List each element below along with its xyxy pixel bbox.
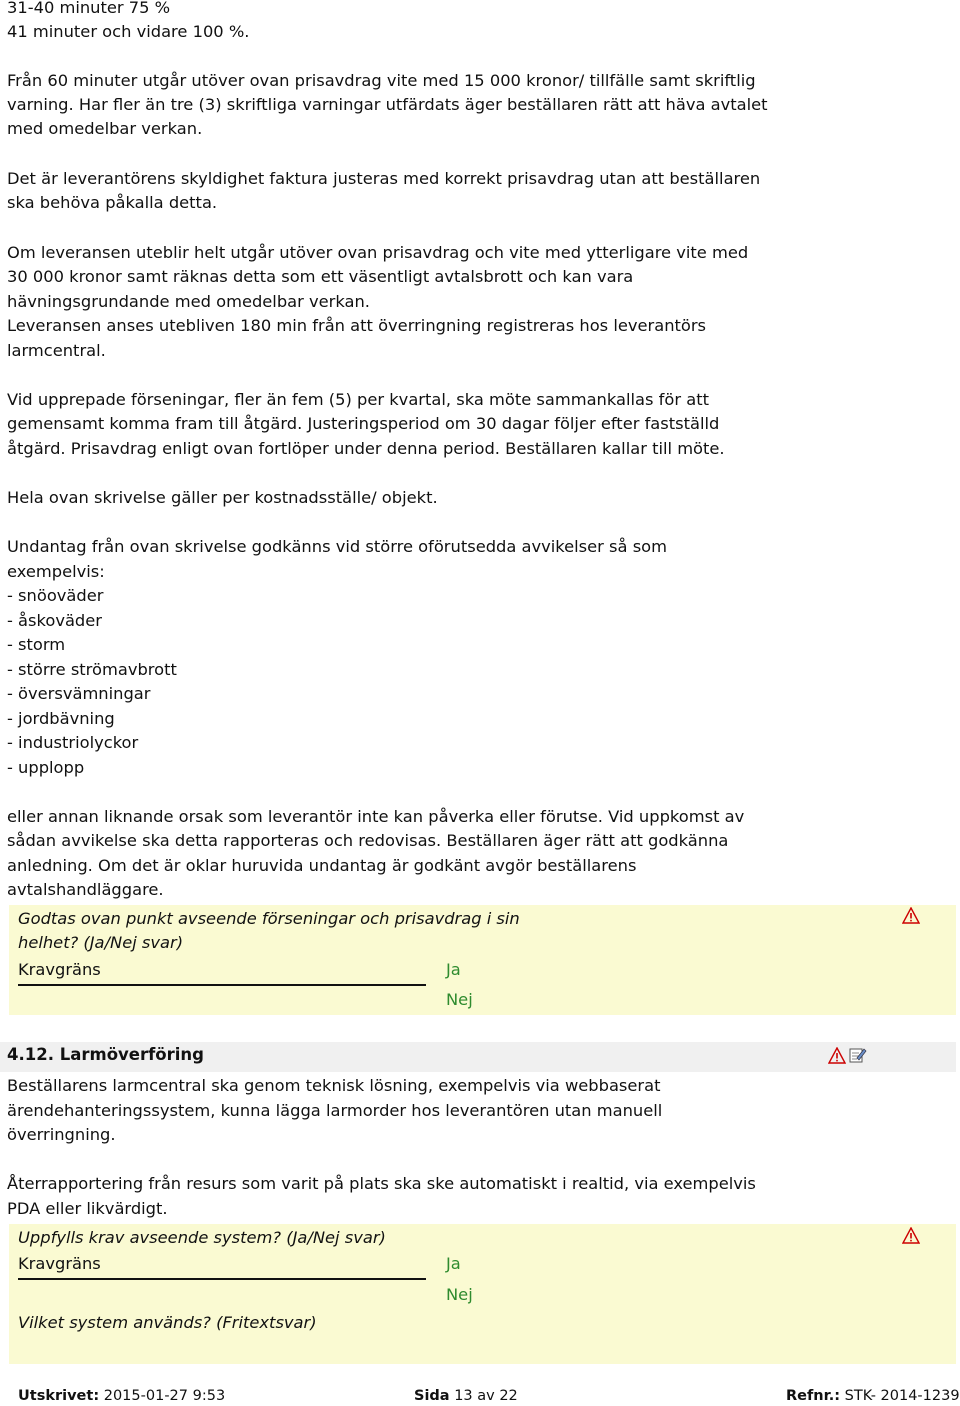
text-line: hävningsgrundande med omedelbar verkan.: [7, 292, 370, 311]
warning-icon: [902, 907, 920, 925]
requirement-label: Kravgräns: [18, 1254, 101, 1273]
answer-option-nej[interactable]: Nej: [446, 990, 473, 1009]
text-line: eller annan liknande orsak som leverantör inte kan påverka eller förutse. Vid uppkomst av: [7, 807, 745, 826]
footer-printed-label: Utskrivet:: [18, 1388, 100, 1404]
text-line: avtalshandläggare.: [7, 880, 164, 899]
text-line: ärendehanteringssystem, kunna lägga larmorder hos leverantören utan manuell: [7, 1101, 663, 1120]
footer-page-label: Sida: [414, 1388, 450, 1404]
text-line: Leveransen anses utebliven 180 min från att överringning registreras hos leverantörs: [7, 316, 707, 335]
warning-icon: [828, 1047, 846, 1065]
footer-page: [414, 1388, 518, 1404]
followup-question: Vilket system används? (Fritextsvar): [18, 1313, 317, 1332]
text-line: Hela ovan skrivelse gäller per kostnadsställe/ objekt.: [7, 488, 438, 507]
text-line: Från 60 minuter utgår utöver ovan prisavdrag vite med 15 000 kronor/ tillfälle samt skriftlig: [7, 71, 756, 90]
edit-icon: [849, 1046, 867, 1064]
list-item: - upplopp: [7, 758, 85, 777]
list-item: - storm: [7, 635, 66, 654]
answer-option-ja[interactable]: Ja: [446, 1254, 461, 1273]
list-item: - snöoväder: [7, 586, 104, 605]
footer-ref: [786, 1388, 960, 1404]
text-line: Vid upprepade förseningar, fler än fem (5) per kvartal, ska möte sammankallas för att: [7, 390, 709, 409]
text-line: 31-40 minuter 75 %: [7, 0, 171, 17]
text-line: anledning. Om det är oklar huruvida undantag är godkänt avgör beställarens: [7, 856, 637, 875]
list-item: - jordbävning: [7, 709, 115, 728]
text-line: 41 minuter och vidare 100 %.: [7, 22, 250, 41]
text-line: PDA eller likvärdigt.: [7, 1199, 168, 1218]
question-text: Uppfylls krav avseende system? (Ja/Nej svar): [18, 1228, 386, 1247]
footer-page-of: av: [477, 1388, 495, 1404]
warning-icon: [902, 1227, 920, 1245]
text-line: Om leveransen uteblir helt utgår utöver ovan prisavdrag och vite med ytterligare vite med: [7, 243, 749, 262]
footer-printed: [18, 1388, 225, 1404]
answer-option-ja[interactable]: Ja: [446, 960, 461, 979]
list-item: - översvämningar: [7, 684, 151, 703]
text-line: Undantag från ovan skrivelse godkänns vid större oförutsedda avvikelser så som: [7, 537, 667, 556]
question-text: helhet? (Ja/Nej svar): [18, 933, 184, 952]
answer-option-nej[interactable]: Nej: [446, 1285, 473, 1304]
text-line: larmcentral.: [7, 341, 106, 360]
text-line: ska behöva påkalla detta.: [7, 193, 218, 212]
footer-ref-value: STK- 2014-1239: [844, 1388, 960, 1404]
text-line: överringning.: [7, 1125, 116, 1144]
footer-ref-label: Refnr.:: [786, 1388, 841, 1404]
text-line: med omedelbar verkan.: [7, 119, 203, 138]
text-line: exempelvis:: [7, 562, 105, 581]
footer-page-current: 13: [454, 1388, 473, 1404]
footer-printed-value: 2015-01-27 9:53: [103, 1388, 226, 1404]
underline: [18, 1278, 426, 1280]
question-text: Godtas ovan punkt avseende förseningar och prisavdrag i sin: [18, 909, 520, 928]
underline: [18, 984, 426, 986]
list-item: - större strömavbrott: [7, 660, 177, 679]
text-line: 30 000 kronor samt räknas detta som ett väsentligt avtalsbrott och kan vara: [7, 267, 634, 286]
text-line: gemensamt komma fram till åtgärd. Justeringsperiod om 30 dagar följer efter fastställd: [7, 414, 720, 433]
text-line: åtgärd. Prisavdrag enligt ovan fortlöper under denna period. Beställaren kallar till möte.: [7, 439, 725, 458]
text-line: sådan avvikelse ska detta rapporteras och redovisas. Beställaren äger rätt att godkänna: [7, 831, 729, 850]
requirement-label: Kravgräns: [18, 960, 101, 979]
text-line: Det är leverantörens skyldighet faktura justeras med korrekt prisavdrag utan att beställaren: [7, 169, 761, 188]
list-item: - industriolyckor: [7, 733, 139, 752]
list-item: - åskoväder: [7, 611, 102, 630]
text-line: varning. Har fler än tre (3) skriftliga varningar utfärdats äger beställaren rätt att häva avtalet: [7, 95, 768, 114]
section-heading: 4.12. Larmöverföring: [7, 1045, 204, 1064]
text-line: Återrapportering från resurs som varit på plats ska ske automatiskt i realtid, via exempelvis: [7, 1174, 756, 1193]
footer-page-total: 22: [499, 1388, 518, 1404]
text-line: Beställarens larmcentral ska genom teknisk lösning, exempelvis via webbaserat: [7, 1076, 661, 1095]
